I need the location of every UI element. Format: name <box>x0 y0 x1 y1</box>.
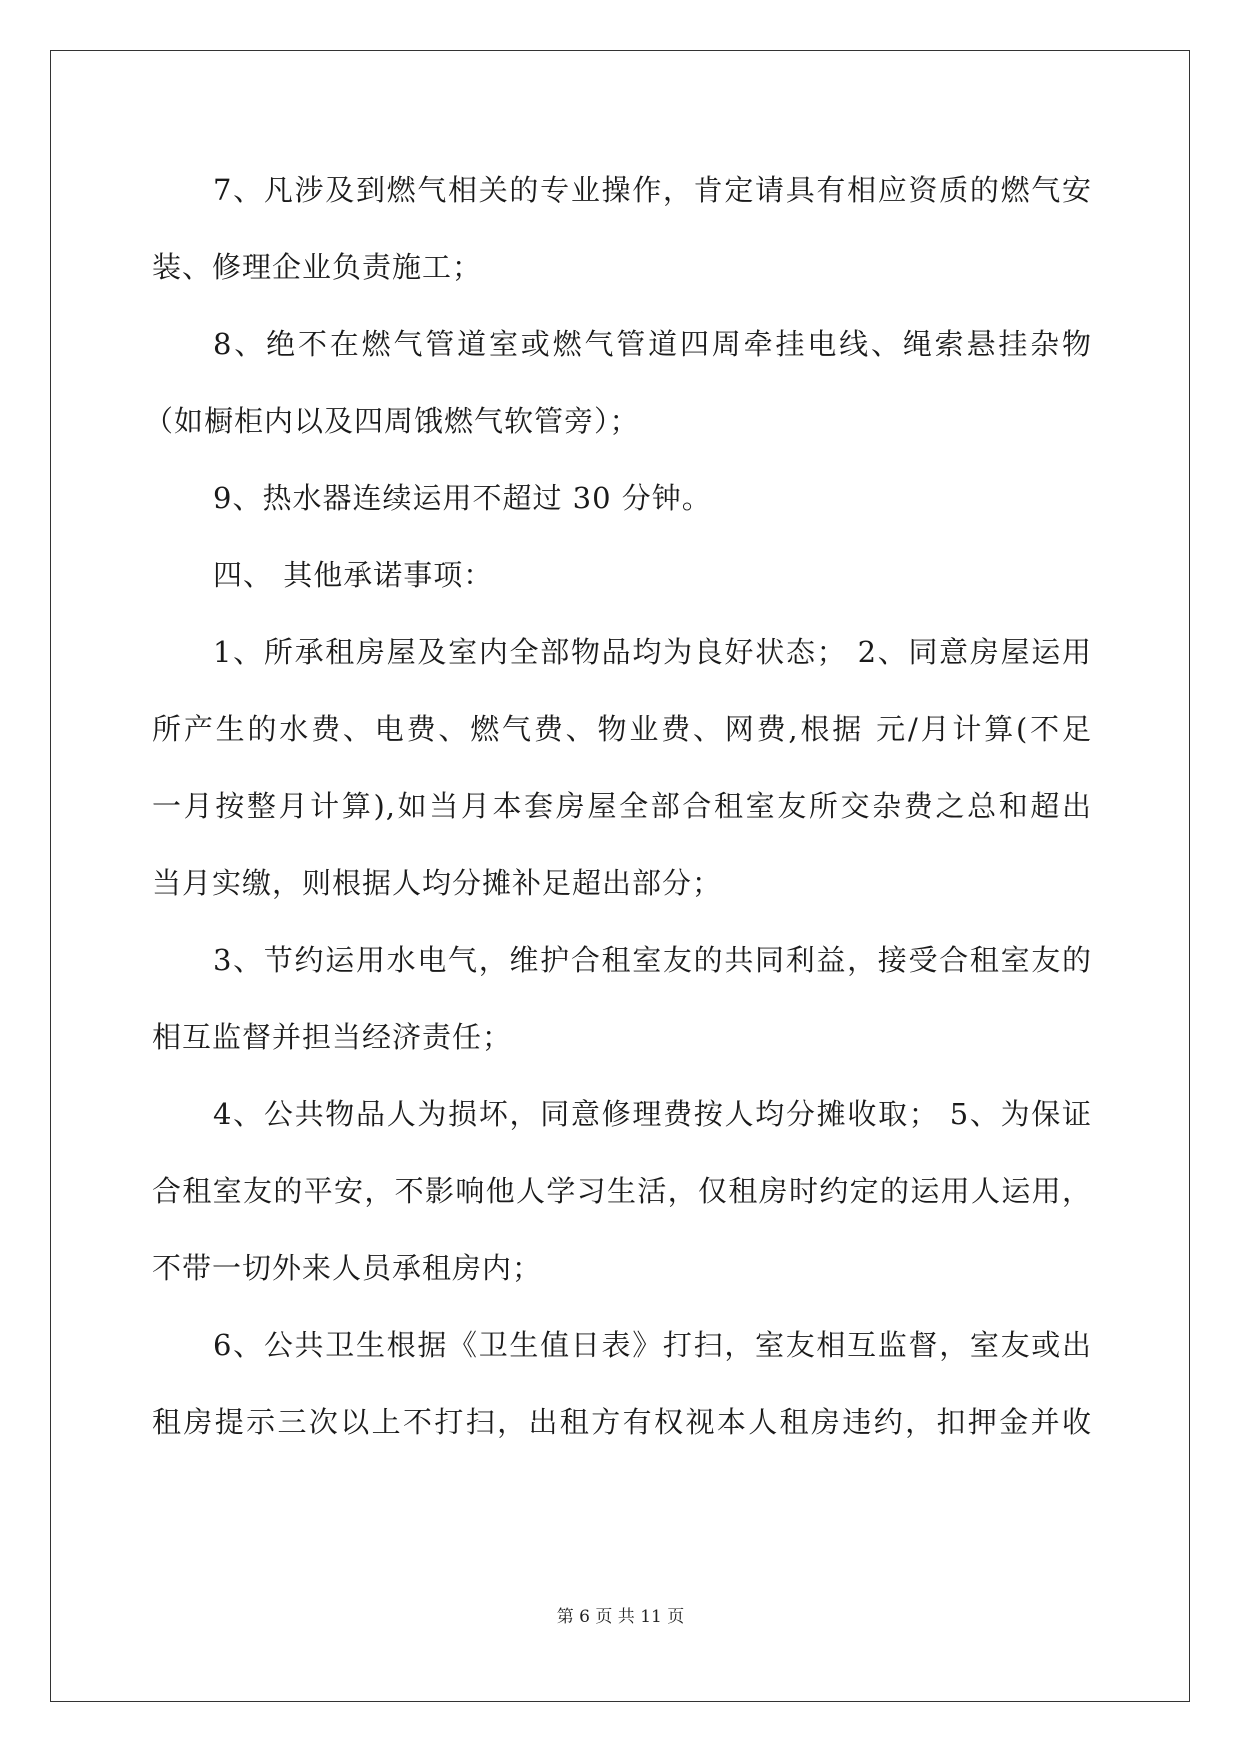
paragraph-1-line-4: 当月实缴，则根据人均分摊补足超出部分； <box>152 866 723 900</box>
paragraph-1-line-2: 所产生的水费、电费、燃气费、物业费、网费,根据 元/月计算(不足 <box>152 712 1092 746</box>
paragraph-7-line-2: 装、修理企业负责施工； <box>152 250 483 284</box>
paragraph-1-line-1: 1、所承租房屋及室内全部物品均为良好状态； 2、同意房屋运用 <box>213 635 1092 669</box>
paragraph-6-line-2: 租房提示三次以上不打扫，出租方有权视本人租房违约，扣押金并收 <box>152 1405 1092 1439</box>
section-heading-4: 四、 其他承诺事项： <box>213 558 494 592</box>
paragraph-7-line-1: 7、凡涉及到燃气相关的专业操作，肯定请具有相应资质的燃气安 <box>213 173 1092 207</box>
paragraph-6-line-1: 6、公共卫生根据《卫生值日表》打扫，室友相互监督，室友或出 <box>213 1328 1092 1362</box>
paragraph-3-line-2: 相互监督并担当经济责任； <box>152 1020 513 1054</box>
paragraph-4-line-2: 合租室友的平安，不影响他人学习生活，仅租房时约定的运用人运用， <box>152 1174 1092 1208</box>
paragraph-4-line-3: 不带一切外来人员承租房内； <box>152 1251 543 1285</box>
paragraph-9: 9、热水器连续运用不超过 30 分钟。 <box>213 481 712 515</box>
paragraph-1-line-3: 一月按整月计算),如当月本套房屋全部合租室友所交杂费之总和超出 <box>152 789 1092 823</box>
paragraph-8-line-1: 8、绝不在燃气管道室或燃气管道四周牵挂电线、绳索悬挂杂物 <box>213 327 1092 361</box>
paragraph-3-line-1: 3、节约运用水电气，维护合租室友的共同利益，接受合租室友的 <box>213 943 1092 977</box>
page-footer: 第 6 页 共 11 页 <box>556 1607 685 1627</box>
paragraph-4-line-1: 4、公共物品人为损坏，同意修理费按人均分摊收取； 5、为保证 <box>213 1097 1092 1131</box>
paragraph-8-line-2: （如橱柜内以及四周饿燃气软管旁）； <box>144 404 640 438</box>
